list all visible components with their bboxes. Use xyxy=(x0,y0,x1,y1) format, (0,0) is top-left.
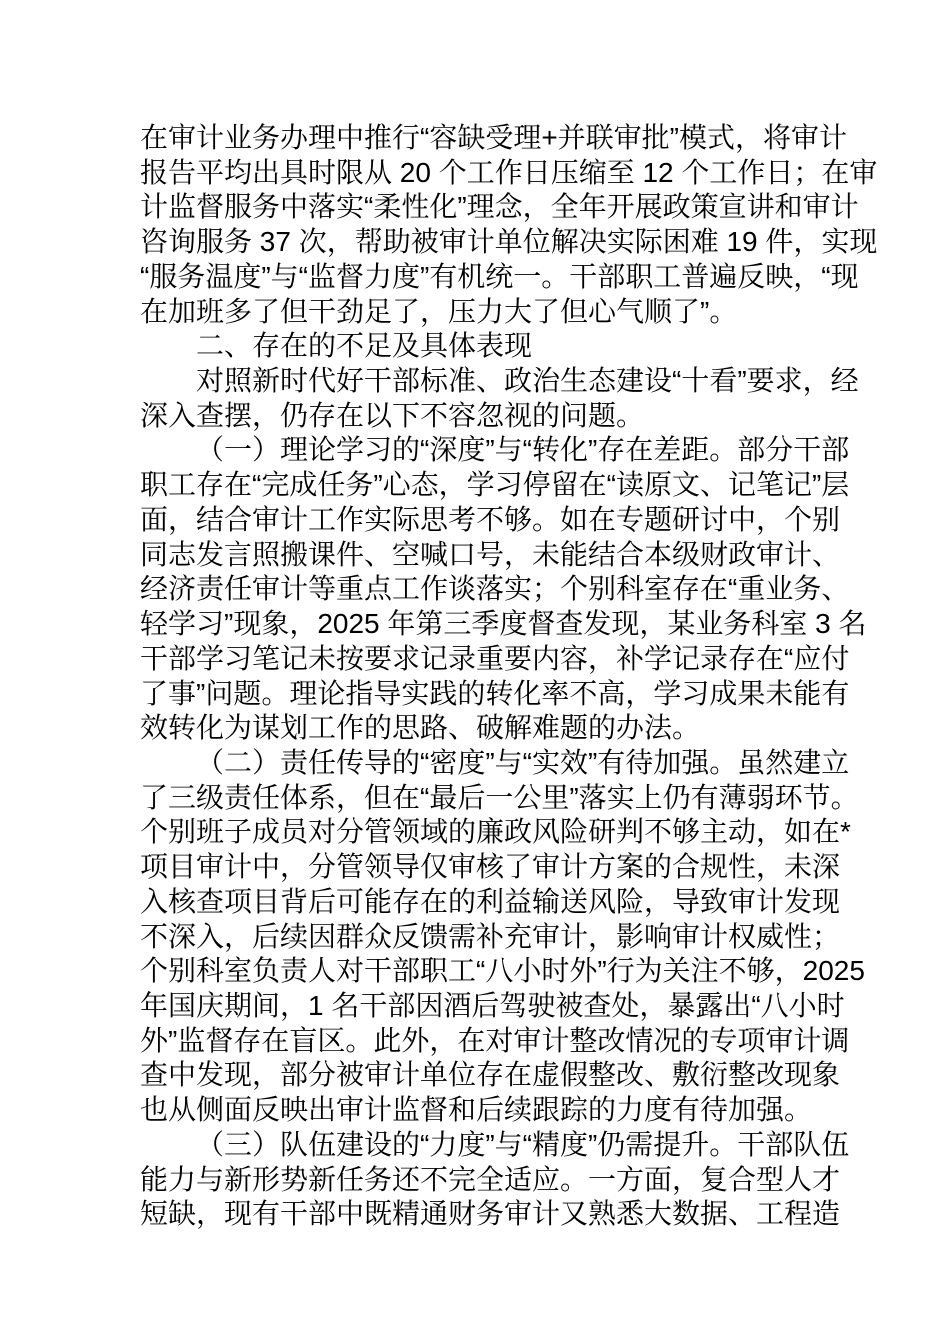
text-line: 干部学习笔记未按要求记录重要内容，补学记录存在“应付 xyxy=(140,642,850,674)
text-line: 能力与新形势新任务还不完全适应。一方面，复合型人才 xyxy=(140,1163,841,1195)
text-line: 效转化为谋划工作的思路、破解难题的办法。 xyxy=(140,712,701,744)
text-line: 个别班子成员对分管领域的廉政风险研判不够主动，如在* xyxy=(140,816,851,848)
text-line: 个别科室负责人对干部职工“八小时外”行为关注不够，2025 xyxy=(140,955,865,987)
text-line: 计监督服务中落实“柔性化”理念，全年开展政策宣讲和审计 xyxy=(140,191,859,223)
text-line: （一）理论学习的“深度”与“转化”存在差距。部分干部 xyxy=(196,434,850,466)
text-line: 年国庆期间，1 名干部因酒后驾驶被查处，暴露出“八小时 xyxy=(140,989,845,1021)
text-line: 了三级责任体系，但在“最后一公里”落实上仍有薄弱环节。 xyxy=(140,781,859,813)
text-line: 在审计业务办理中推行“容缺受理+并联审批”模式，将审计 xyxy=(140,122,848,153)
text-line: 在加班多了但干劲足了，压力大了但心气顺了”。 xyxy=(140,295,738,327)
text-line: 也从侧面反映出审计监督和后续跟踪的力度有待加强。 xyxy=(140,1094,813,1126)
text-line: “服务温度”与“监督力度”有机统一。干部职工普遍反映，“现 xyxy=(140,260,859,292)
text-line: （三）队伍建设的“力度”与“精度”仍需提升。干部队伍 xyxy=(196,1128,850,1160)
text-line: 职工存在“完成任务”心态，学习停留在“读原文、记笔记”层 xyxy=(140,469,850,501)
text-line: 不深入，后续因群众反馈需补充审计，影响审计权威性； xyxy=(140,920,841,952)
text-line: 轻学习”现象，2025 年第三季度督查发现，某业务科室 3 名 xyxy=(140,608,867,640)
text-line: 深入查摆，仍存在以下不容忽视的问题。 xyxy=(140,399,645,431)
text-line: 同志发言照搬课件、空喊口号，未能结合本级财政审计、 xyxy=(140,538,841,570)
text-line: （二）责任传导的“密度”与“实效”有待加强。虽然建立 xyxy=(196,746,850,778)
text-line: 查中发现，部分被审计单位存在虚假整改、敷衍整改现象 xyxy=(140,1059,841,1091)
text-line: 短缺，现有干部中既精通财务审计又熟悉大数据、工程造 xyxy=(140,1198,841,1230)
document-body xyxy=(140,121,878,1232)
text-line: 经济责任审计等重点工作谈落实；个别科室存在“重业务、 xyxy=(140,573,850,605)
text-line: 外”监督存在盲区。此外，在对审计整改情况的专项审计调 xyxy=(140,1024,850,1056)
text-line: 咨询服务 37 次，帮助被审计单位解决实际困难 19 件，实现 xyxy=(140,226,878,258)
text-line: 项目审计中，分管领导仅审核了审计方案的合规性，未深 xyxy=(140,851,841,883)
section-heading: 二、存在的不足及具体表现 xyxy=(196,330,533,362)
text-line: 了事”问题。理论指导实践的转化率不高，学习成果未能有 xyxy=(140,677,850,709)
text-line: 对照新时代好干部标准、政治生态建设“十看”要求，经 xyxy=(196,365,859,397)
text-line: 面，结合审计工作实际思考不够。如在专题研讨中，个别 xyxy=(140,503,841,535)
text-line: 入核查项目背后可能存在的利益输送风险，导致审计发现 xyxy=(140,885,841,917)
text-line: 报告平均出具时限从 20 个工作日压缩至 12 个工作日；在审 xyxy=(140,156,878,188)
